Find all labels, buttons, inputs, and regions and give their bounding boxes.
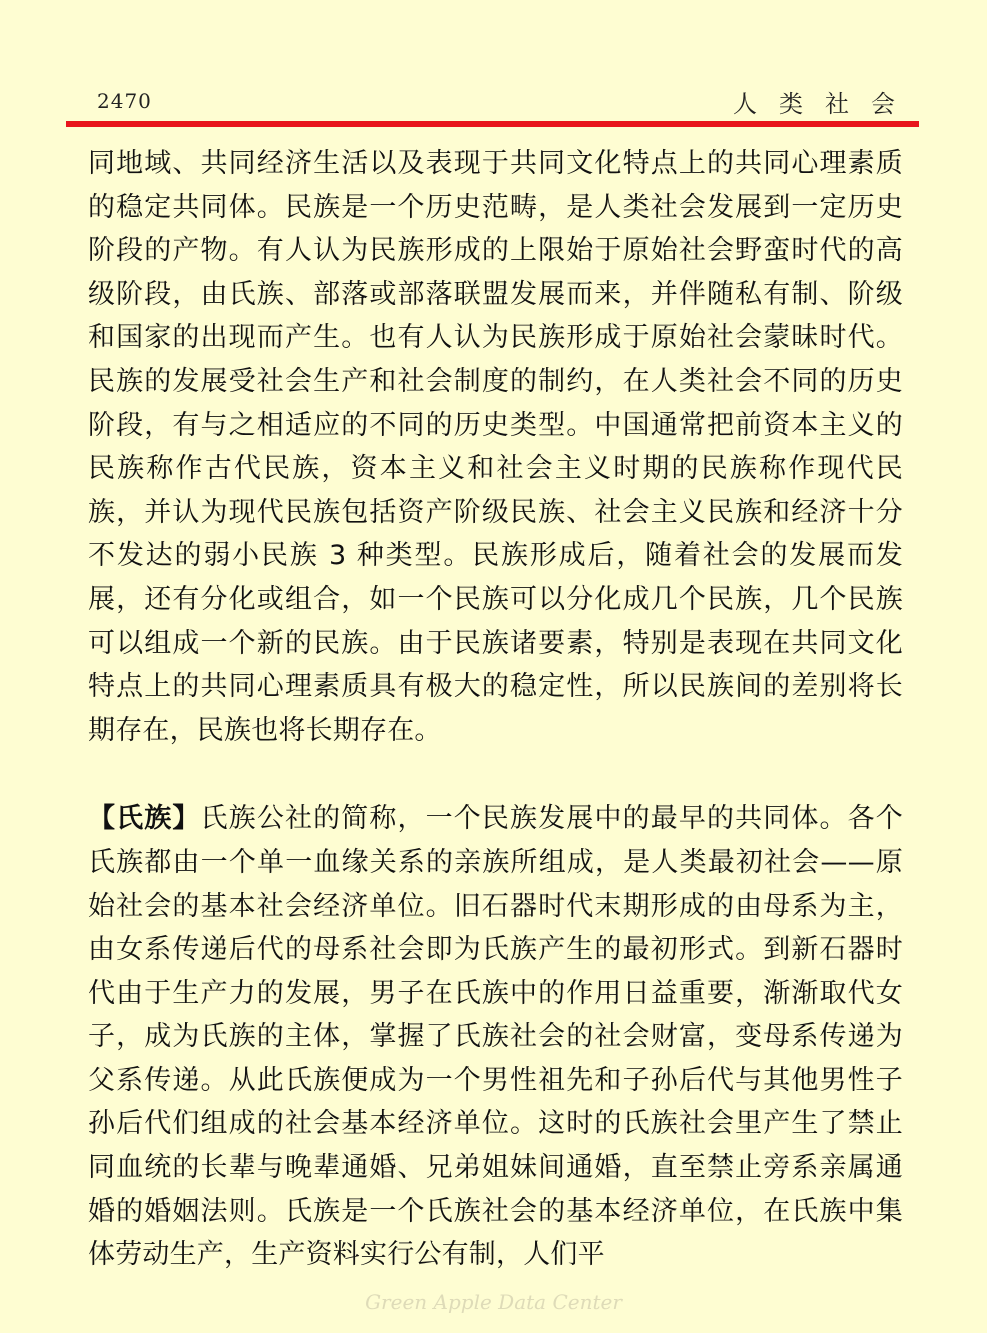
paragraph-text: 氏族公社的简称，一个民族发展中的最早的共同体。各个氏族都由一个单一血缘关系的亲族所组成，是人类最初社会——原始社会的基本社会经济单位。旧石器时代末期形成的由母系为主，由女系传递后代的母系社会即为氏族产生的最初形式。到新石器时代由于生产力的发展，男子在氏族中的作用日益重要，渐渐取代女子，成为氏族的主体，掌握了氏族社会的社会财富，变母系传递为父系传递。从此氏族便成为一个男性祖先和子孙后代与其他男性子孙后代们组成的社会基本经济单位。这时的氏族社会里产生了禁止同血统的长辈与晚辈通婚、兄弟姐妹间通婚，直至禁止旁系亲属通婚的婚姻法则。氏族是一个氏族社会的基本经济单位，在氏族中集体劳动生产，生产资料实行公有制，人们平 bbox=[88, 803, 903, 1271]
paragraph-minzu-continued bbox=[88, 142, 903, 752]
page-number: 2470 bbox=[97, 89, 152, 113]
paragraph-text: 同地域、共同经济生活以及表现于共同文化特点上的共同心理素质的稳定共同体。民族是一个历史范畴，是人类社会发展到一定历史阶段的产物。有人认为民族形成的上限始于原始社会野蛮时代的高级阶段，由氏族、部落或部落联盟发展而来，并伴随私有制、阶级和国家的出现而产生。也有人认为民族形成于原始社会蒙昧时代。民族的发展受社会生产和社会制度的制约，在人类社会不同的历史阶段，有与之相适应的不同的历史类型。中国通常把前资本主义的民族称作古代民族，资本主义和社会主义时期的民族称作现代民族，并认为现代民族包括资产阶级民族、社会主义民族和经济十分不发达的弱小民族 3 种类型。民族形成后，随着社会的发展而发展，还有分化或组合，如一个民族可以分化成几个民族，几个民族可以组成一个新的民族。由于民族诸要素，特别是表现在共同文化特点上的共同心理素质具有极大的稳定性，所以民族间的差别将长期存在，民族也将长期存在。 bbox=[88, 148, 903, 746]
watermark: Green Apple Data Center bbox=[365, 1290, 622, 1314]
running-title: 人类社会 bbox=[733, 90, 917, 118]
entry-title: 【氏族】 bbox=[88, 803, 201, 835]
page-body bbox=[88, 142, 903, 1277]
header-rule bbox=[66, 121, 919, 127]
paragraph-shizu-entry bbox=[88, 797, 903, 1277]
